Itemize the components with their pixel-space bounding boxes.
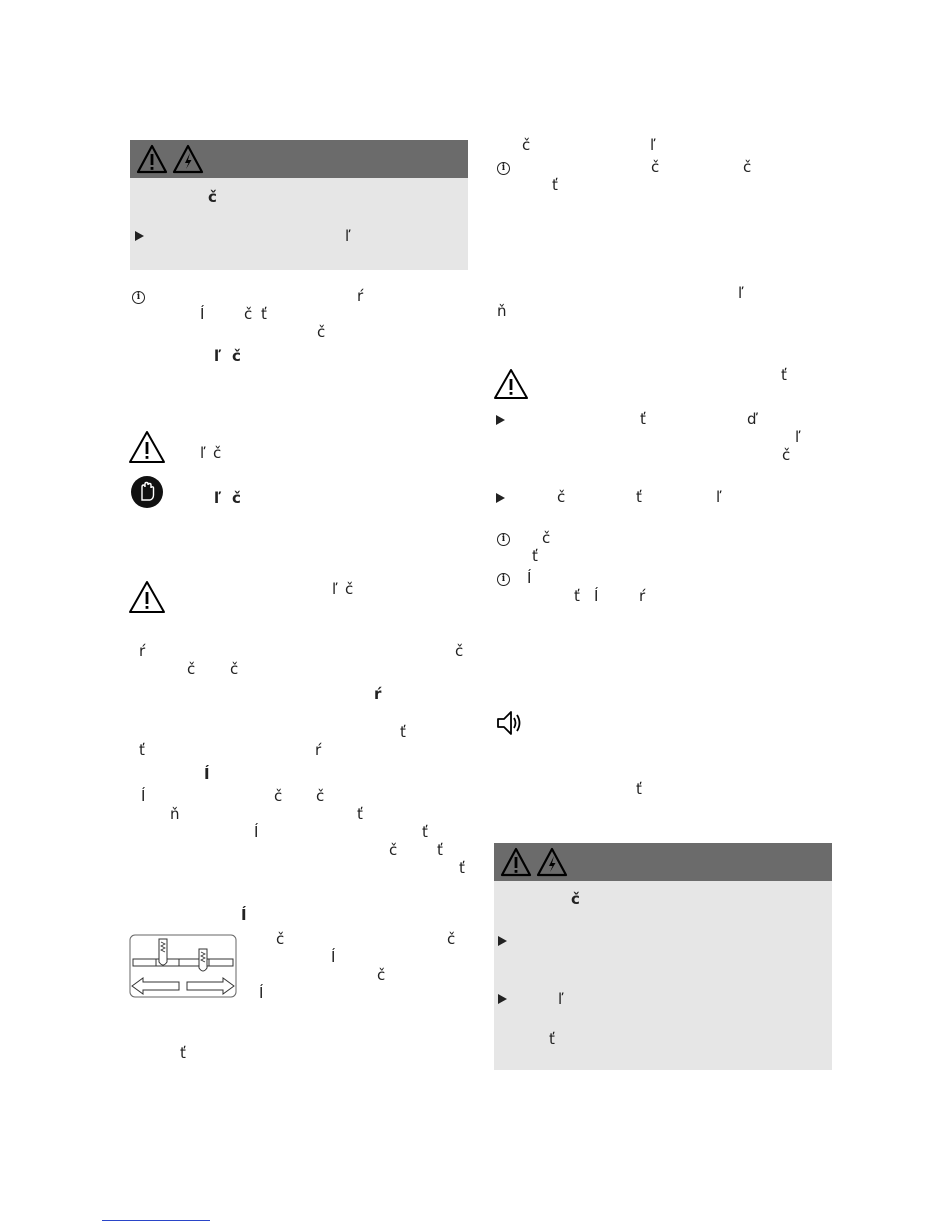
glyph: č bbox=[316, 787, 325, 805]
wear-gloves-icon bbox=[130, 475, 164, 509]
glyph: č bbox=[276, 930, 285, 948]
warning-triangle-icon bbox=[493, 368, 529, 400]
footnote-rule bbox=[102, 1220, 210, 1221]
glyph: č bbox=[232, 489, 241, 507]
glyph: č bbox=[377, 966, 386, 984]
info-icon: i bbox=[497, 573, 510, 586]
triangle-bullet-icon bbox=[496, 493, 505, 503]
warning-box-header bbox=[130, 140, 468, 178]
glyph: ť bbox=[781, 366, 787, 384]
glyph: č bbox=[782, 446, 791, 464]
electric-shock-icon bbox=[536, 847, 568, 877]
glyph: ť bbox=[180, 1044, 186, 1062]
glyph: ľ bbox=[332, 580, 338, 598]
glyph: ť bbox=[459, 859, 465, 877]
warning-box-header bbox=[494, 843, 832, 881]
glyph: č bbox=[187, 660, 196, 678]
glyph: ň bbox=[170, 805, 180, 823]
glyph: č bbox=[542, 529, 551, 547]
glyph: ť bbox=[636, 780, 642, 798]
glyph: ŕ bbox=[139, 642, 146, 660]
glyph: ť bbox=[400, 723, 406, 741]
glyph: ľ bbox=[214, 347, 222, 365]
glyph: ť bbox=[422, 823, 428, 841]
glyph: č bbox=[274, 787, 283, 805]
glyph: č bbox=[743, 158, 752, 176]
glyph: ť bbox=[261, 305, 267, 323]
triangle-bullet-icon bbox=[135, 231, 144, 241]
glyph: č bbox=[208, 188, 217, 206]
glyph: Í bbox=[200, 305, 205, 323]
glyph: ň bbox=[497, 302, 507, 320]
glyph: č bbox=[213, 444, 222, 462]
glyph: č bbox=[230, 660, 239, 678]
glyph: ť bbox=[640, 410, 646, 428]
glyph: ť bbox=[532, 547, 538, 565]
glyph: ť bbox=[552, 176, 558, 194]
glyph: Í bbox=[594, 587, 599, 605]
info-icon: i bbox=[132, 291, 145, 304]
warning-triangle-icon bbox=[500, 847, 532, 877]
glyph: ľ bbox=[650, 136, 656, 154]
glyph: Í bbox=[259, 984, 264, 1002]
glyph: ŕ bbox=[639, 587, 646, 605]
electric-shock-icon bbox=[172, 144, 204, 174]
glyph: ľ bbox=[716, 488, 722, 506]
glyph: ť bbox=[139, 741, 145, 759]
warning-triangle-icon bbox=[128, 580, 166, 614]
tool-movement-diagram bbox=[129, 934, 237, 998]
triangle-bullet-icon bbox=[498, 994, 507, 1004]
glyph: ť bbox=[636, 488, 642, 506]
glyph: č bbox=[455, 642, 464, 660]
glyph: Í bbox=[241, 906, 247, 924]
glyph: Í bbox=[141, 787, 146, 805]
glyph: ď bbox=[747, 410, 757, 428]
glyph: ľ bbox=[795, 428, 801, 446]
warning-triangle-icon bbox=[128, 430, 166, 464]
glyph: ŕ bbox=[315, 741, 322, 759]
triangle-bullet-icon bbox=[496, 415, 505, 425]
speaker-icon bbox=[495, 708, 525, 738]
glyph: ľ bbox=[200, 444, 206, 462]
glyph: Í bbox=[331, 948, 336, 966]
glyph: ľ bbox=[558, 990, 564, 1008]
glyph: ŕ bbox=[374, 685, 382, 703]
info-icon: i bbox=[497, 162, 510, 175]
warning-box-electric bbox=[130, 140, 468, 270]
glyph: ť bbox=[549, 1030, 555, 1048]
glyph: ľ bbox=[738, 284, 744, 302]
glyph: ľ bbox=[345, 227, 351, 245]
triangle-bullet-icon bbox=[498, 936, 507, 946]
glyph: č bbox=[447, 930, 456, 948]
glyph: Í bbox=[204, 765, 210, 783]
glyph: č bbox=[522, 136, 531, 154]
warning-triangle-icon bbox=[136, 144, 168, 174]
info-icon: i bbox=[497, 533, 510, 546]
glyph: Í bbox=[254, 823, 259, 841]
glyph: č bbox=[345, 580, 354, 598]
glyph: č bbox=[232, 347, 241, 365]
glyph: ť bbox=[437, 841, 443, 859]
glyph: Í bbox=[527, 569, 532, 587]
glyph: č bbox=[389, 841, 398, 859]
glyph: ť bbox=[357, 805, 363, 823]
glyph: č bbox=[571, 890, 580, 908]
glyph: ľ bbox=[214, 489, 222, 507]
warning-box-electric bbox=[494, 843, 832, 1070]
glyph: ŕ bbox=[357, 287, 364, 305]
glyph: č bbox=[651, 158, 660, 176]
glyph: ť bbox=[574, 587, 580, 605]
glyph: č bbox=[244, 305, 253, 323]
glyph: č bbox=[317, 323, 326, 341]
glyph: č bbox=[557, 488, 566, 506]
